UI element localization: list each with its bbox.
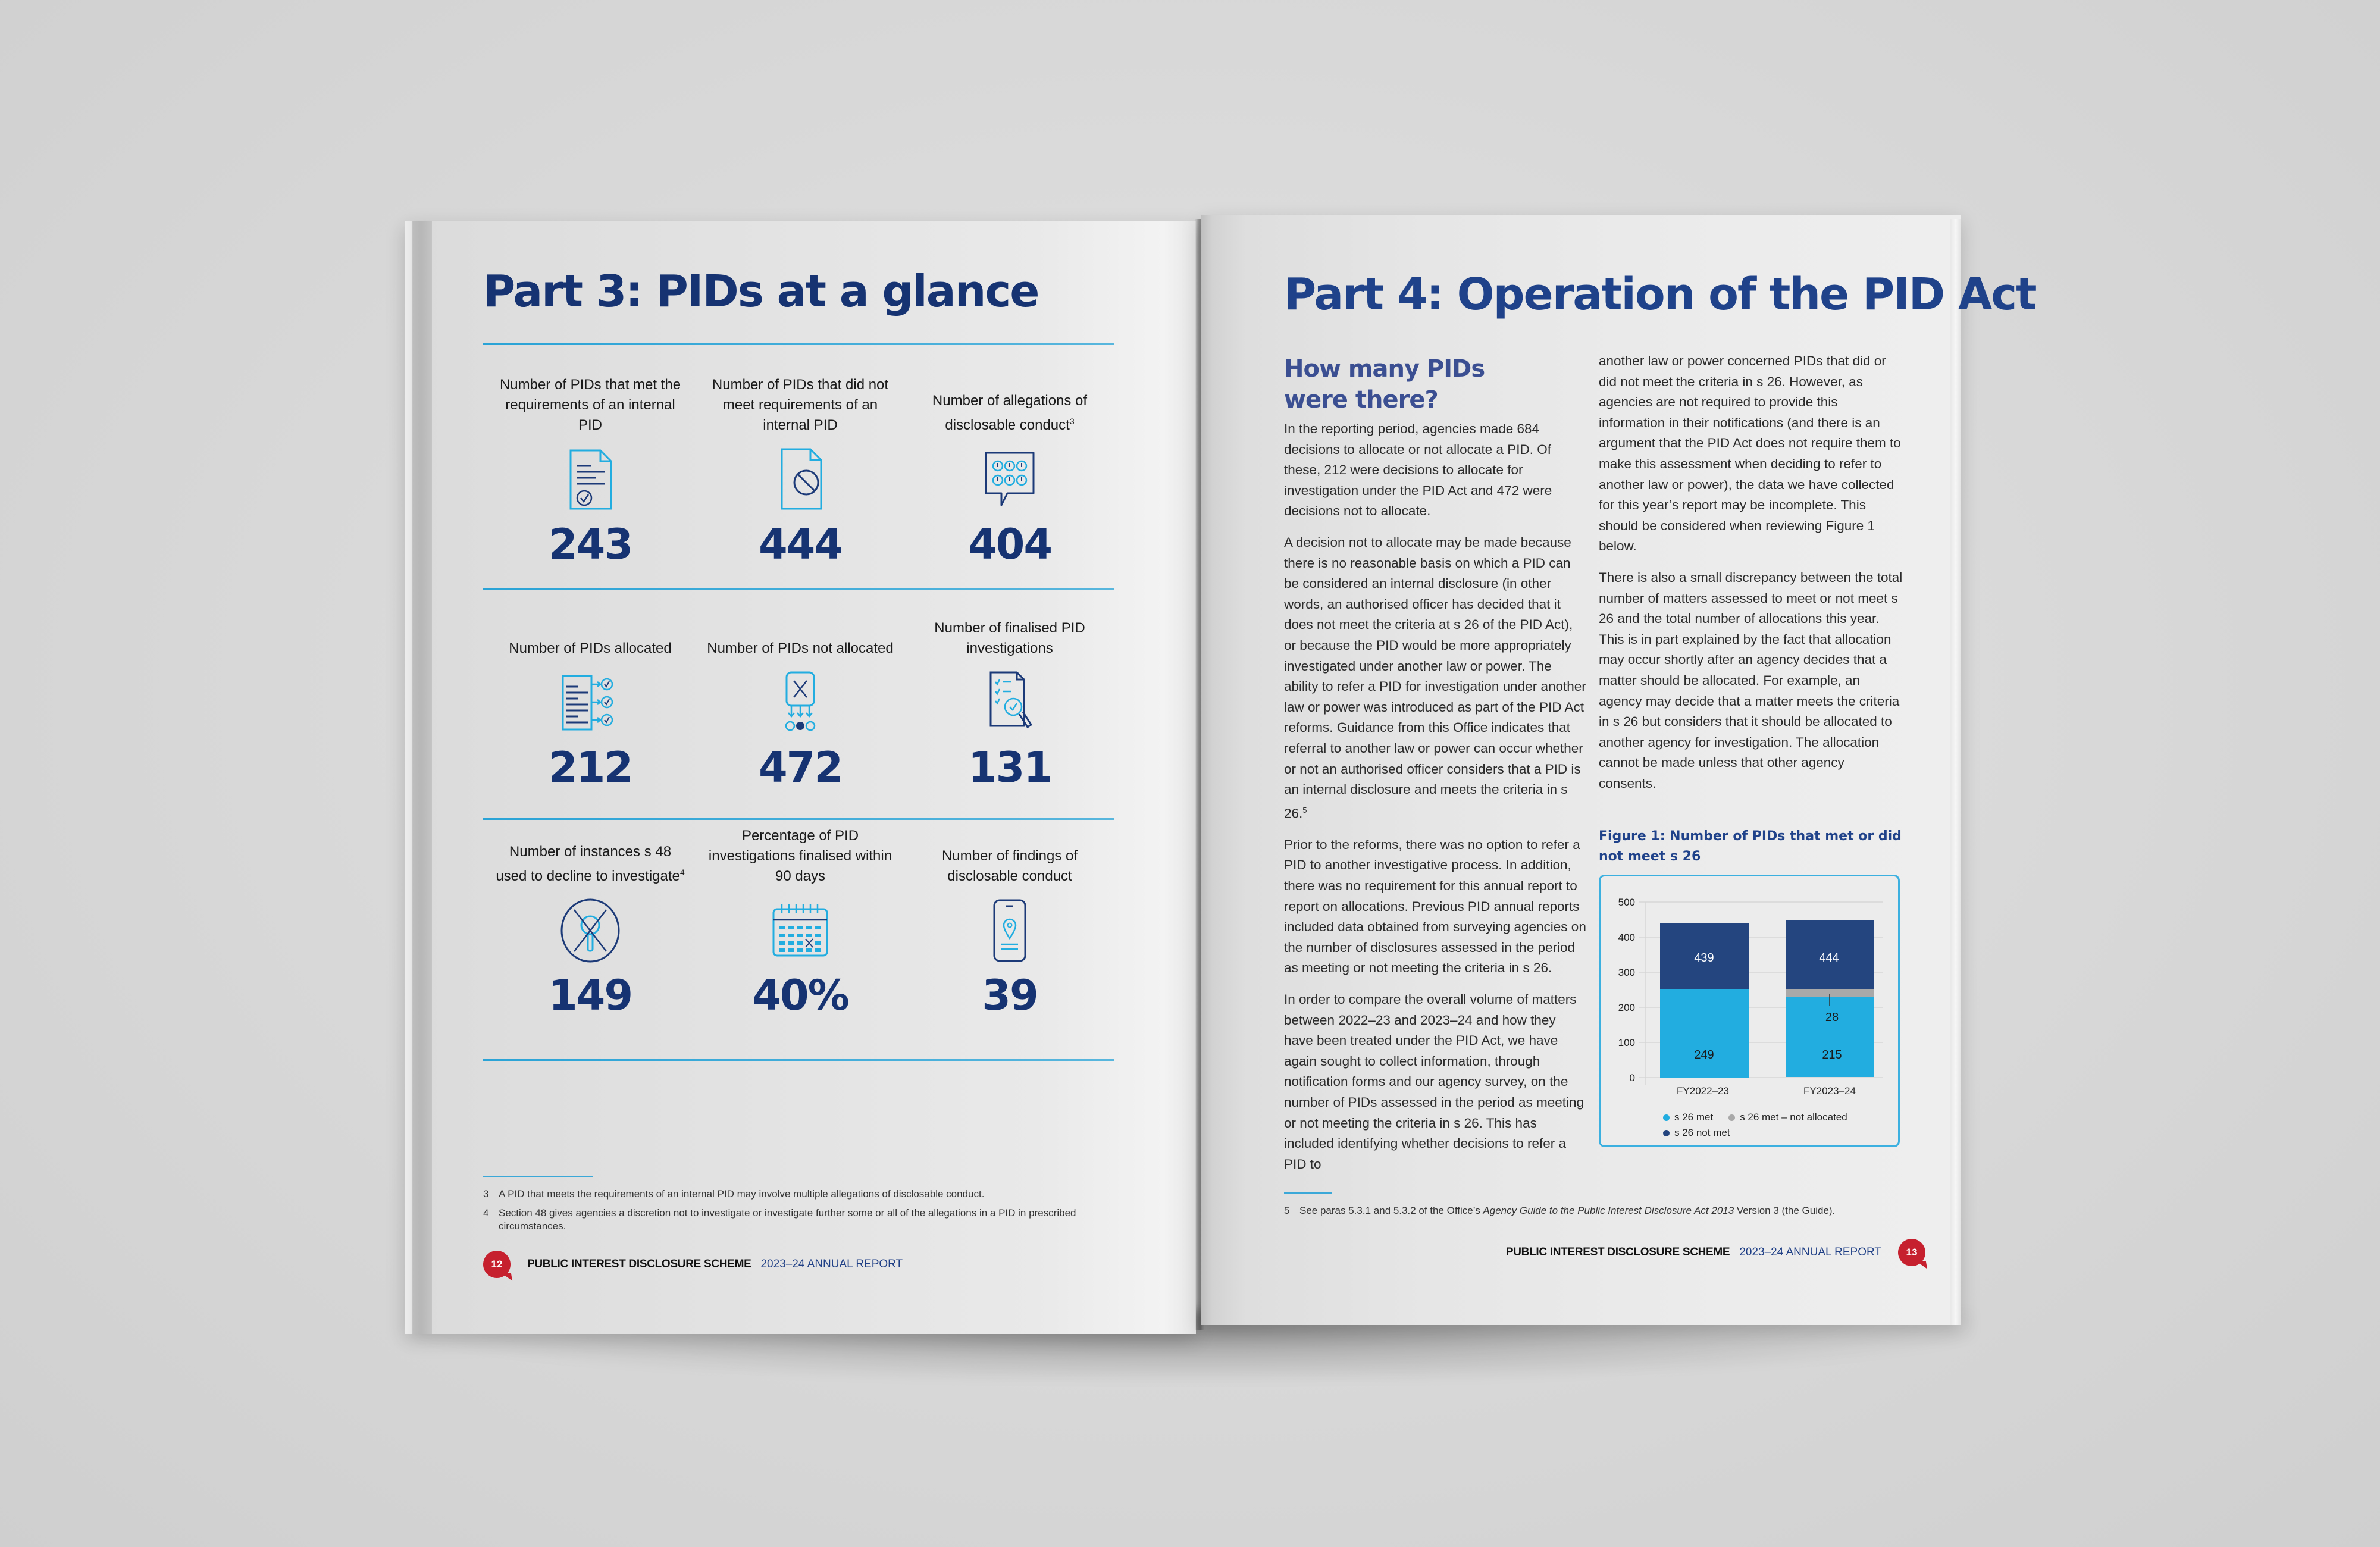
search-crossed-icon: [492, 895, 688, 966]
stat-findings: [912, 821, 1108, 1022]
stacked-bar-chart: [1601, 876, 1898, 1145]
bar-segment-s26-met: [1786, 997, 1874, 1077]
checklist-magnifier-icon: [912, 667, 1108, 738]
paragraph: In order to compare the overall volume of matters between 2022–23 and 2023–24 and how they have been treated under the PID Act, we have again sought to collect information, through notification forms and our agency survey, on the number of PIDs assessed in the period as meeting or not meeting the criteria in s 26. This has included identifying whether decisions to refer a PID to: [1284, 991, 1584, 1172]
document-allocated-checks-icon: [492, 667, 688, 738]
stat-value: 212: [548, 743, 632, 792]
footer-scheme: PUBLIC INTEREST DISCLOSURE SCHEME: [527, 1258, 751, 1270]
stat-label: Number of PIDs not allocated: [707, 640, 894, 656]
stat-label: Number of allegations of disclosable conduct$^3$: [932, 393, 1088, 433]
svg-text:0: 0: [1629, 1072, 1635, 1083]
divider: [483, 343, 1114, 345]
speech-bubble-alerts-icon: [912, 444, 1108, 515]
svg-text:400: 400: [1618, 932, 1635, 943]
stat-value: 472: [758, 743, 843, 792]
paragraph: Prior to the reforms, there was no option to refer a PID to another investigative process. In addition, there was no requirement for this annual report to report on allocations. Previous PID annual reports included data obtained from surveying agencies on the number of disclosures assessed in the period as meeting or not meeting the criteria in s 26.: [1284, 837, 1586, 976]
stat-value: 131: [967, 743, 1052, 792]
y-axis-labels: [1618, 897, 1635, 1083]
page-stack-edge: [405, 221, 432, 1334]
stat-value: 243: [548, 520, 632, 569]
divider: [483, 818, 1114, 820]
document-check-icon: [492, 444, 688, 515]
legend-item-s26-met-not-allocated: s 26 met – not allocated: [1728, 1111, 1847, 1123]
svg-text:215: 215: [1822, 1048, 1842, 1061]
page-number-badge: 12: [483, 1251, 511, 1278]
phone-location-icon: [912, 895, 1108, 966]
document-prohibited-icon: [702, 444, 898, 515]
svg-text:28: 28: [1825, 1011, 1839, 1024]
stat-met-requirements: [492, 370, 688, 571]
footnote-divider: [483, 1176, 593, 1177]
footnote-5: 5 See paras 5.3.1 and 5.3.2 of the Office’s Agency Guide to the Public Interest Disclosure Act 2013 Version 3 (the Guide).: [1284, 1205, 1836, 1216]
page-title: Part 4: Operation of the PID Act: [1284, 269, 2036, 320]
page-number-badge: 13: [1898, 1239, 1925, 1266]
svg-text:444: 444: [1819, 951, 1839, 964]
bar-segment-s26-met: [1660, 989, 1749, 1078]
paragraph: another law or power concerned PIDs that did or did not meet the criteria in s 26. However, as agencies are not required to provide this information in their notifications (and there is an argument that the PID Act does not require them to make this assessment when deciding to refer to another law or power), the data we have collected for this year’s report may be incomplete. This should be considered when reviewing Figure 1 below.: [1599, 353, 1901, 554]
page-stack-edge: [1950, 219, 1961, 1325]
page-footer: [1506, 1239, 1925, 1266]
svg-text:FY2022–23: FY2022–23: [1677, 1085, 1729, 1097]
footnote-3: 3 A PID that meets the requirements of an internal PID may involve multiple allegations of disclosable conduct.: [483, 1188, 985, 1200]
x-axis-labels: [1677, 1085, 1856, 1097]
legend-dot-icon: [1663, 1114, 1670, 1121]
stat-not-allocated: [702, 593, 898, 794]
page-title: Part 3: PIDs at a glance: [483, 266, 1039, 317]
svg-text:300: 300: [1618, 967, 1635, 978]
footnote-4: 4 Section 48 gives agencies a discretion not to investigate or investigate further some or all of the allegations in a PID in prescribed circumstances.: [483, 1207, 1076, 1232]
footer-report: 2023–24 ANNUAL REPORT: [1739, 1246, 1881, 1258]
figure-1-chart: [1599, 875, 1900, 1147]
stat-label: Number of PIDs that met the requirements of an internal PID: [499, 377, 681, 433]
svg-text:100: 100: [1618, 1037, 1635, 1048]
stat-label: Number of finalised PID investigations: [934, 620, 1085, 656]
stat-label: Number of findings of disclosable conduct: [941, 848, 1078, 884]
footnote-divider: [1284, 1192, 1332, 1194]
legend-item-s26-not-met: s 26 not met: [1663, 1127, 1730, 1139]
stat-allegations: [912, 370, 1108, 571]
footer-scheme: PUBLIC INTEREST DISCLOSURE SCHEME: [1505, 1246, 1730, 1258]
body-column-1: [1284, 419, 1587, 1185]
paragraph: There is also a small discrepancy between the total number of matters assessed to meet or not meet s 26 and the total number of allocations this year. This is in part explained by the fact that allocation may occur shortly after an agency decides that a matter should be allocated. For example, an agency may decide that a matter meets the criteria in s 26 but considers that it should be allocated to another agency for investigation. The allocation cannot be made unless that other agency consents.: [1599, 569, 1903, 791]
svg-text:200: 200: [1618, 1002, 1635, 1013]
stat-value: 39: [982, 971, 1038, 1020]
legend-dot-icon: [1663, 1130, 1670, 1136]
stat-not-met-requirements: [702, 370, 898, 571]
stat-value: 444: [758, 520, 843, 569]
stat-value: 404: [967, 520, 1052, 569]
stat-label: Number of PIDs that did not meet requirements of an internal PID: [712, 377, 889, 433]
stat-s48-declined: [492, 821, 688, 1022]
box-x-arrows-icon: [702, 667, 898, 738]
paragraph: In the reporting period, agencies made 684 decisions to allocate or not allocate a PID. Of these, 212 were decisions to allocate for investigation under the PID Act and 472 were decisions not to allocate.: [1284, 421, 1552, 519]
body-column-2: [1599, 351, 1903, 804]
page-footer: [483, 1251, 903, 1278]
divider: [483, 1059, 1114, 1061]
paragraph: A decision not to allocate may be made because there is no reasonable basis on which a PID can be considered an internal disclosure (in other words, an authorised officer has decided that it does not meet the criteria at s 26 of the PID Act), or because the PID would be more appropriately investigated under another law or power. The ability to refer a PID for investigation under another law or power was introduced as part of the PID Act reforms. Guidance from this Office indicates that referral to another law or power can occur whether or not an authorised officer considers that a PID is an internal disclosure and meets the criteria in s 26.$^5$: [1284, 534, 1586, 821]
calendar-icon: [702, 895, 898, 966]
left-page: [405, 221, 1196, 1334]
figure-caption: Figure 1: Number of PIDs that met or did not meet s 26: [1599, 829, 1902, 864]
stat-finalised-90-days: [702, 821, 898, 1022]
svg-text:439: 439: [1694, 951, 1714, 964]
chart-legend: [1663, 1110, 1858, 1141]
footer-report: 2023–24 ANNUAL REPORT: [760, 1258, 903, 1270]
stat-label: Number of PIDs allocated: [509, 640, 672, 656]
section-heading: How many PIDs were there?: [1284, 355, 1485, 414]
stat-allocated: [492, 593, 688, 794]
divider: [483, 588, 1114, 590]
stat-label: Percentage of PID investigations finalised within 90 days: [708, 828, 892, 884]
stat-finalised-investigations: [912, 593, 1108, 794]
right-page: [1201, 215, 2036, 1325]
svg-text:FY2023–24: FY2023–24: [1803, 1085, 1856, 1097]
stat-label: Number of instances s 48 used to decline to investigate$^4$: [496, 844, 685, 884]
stat-value: 40%: [752, 971, 848, 1020]
legend-dot-icon: [1728, 1114, 1735, 1121]
stat-value: 149: [548, 971, 632, 1020]
svg-text:500: 500: [1618, 897, 1635, 908]
svg-text:249: 249: [1694, 1048, 1714, 1061]
legend-item-s26-met: s 26 met: [1663, 1111, 1713, 1123]
